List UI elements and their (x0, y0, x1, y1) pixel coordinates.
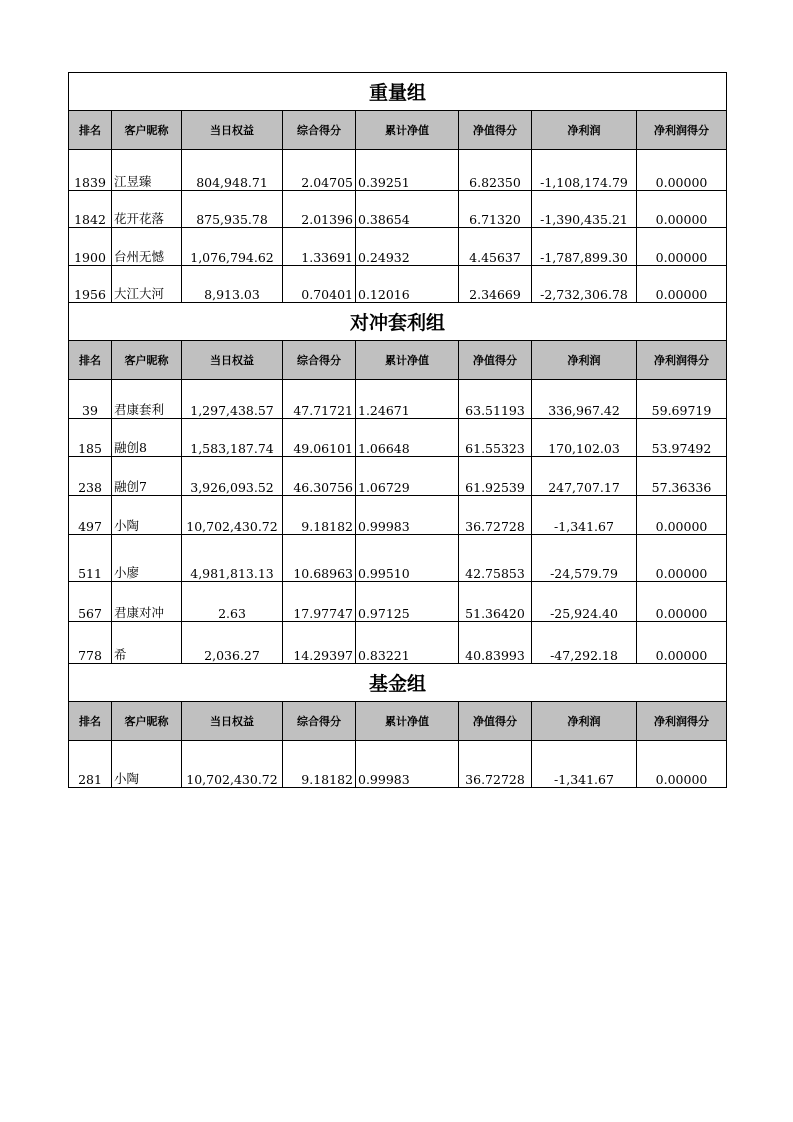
cell-cumulative-nav: 1.24671 (356, 380, 459, 419)
cell-nav-score: 6.71320 (459, 191, 532, 228)
cell-cumulative-nav: 0.24932 (356, 228, 459, 266)
cell-net-profit-score: 0.00000 (637, 582, 727, 622)
cell-composite-score: 9.18182 (283, 741, 356, 788)
cell-net-profit: -24,579.79 (532, 535, 637, 582)
cell-net-profit: 247,707.17 (532, 457, 637, 496)
cell-net-profit-score: 0.00000 (637, 496, 727, 535)
cell-net-profit: -2,732,306.78 (532, 266, 637, 303)
column-header-nickname: 客户昵称 (112, 702, 182, 741)
cell-equity: 4,981,813.13 (182, 535, 283, 582)
cell-net-profit-score: 0.00000 (637, 741, 727, 788)
cell-net-profit-score: 0.00000 (637, 150, 727, 191)
cell-nickname: 融创7 (112, 457, 182, 496)
cell-rank: 39 (69, 380, 112, 419)
table-row (69, 191, 727, 228)
section-title: 对冲套利组 (69, 303, 727, 341)
cell-nav-score: 36.72728 (459, 741, 532, 788)
column-header-composite-score: 综合得分 (283, 111, 356, 150)
cell-nickname: 融创8 (112, 419, 182, 457)
cell-nickname: 台州无憾 (112, 228, 182, 266)
cell-nav-score: 61.55323 (459, 419, 532, 457)
cell-composite-score: 1.33691 (283, 228, 356, 266)
column-header-rank: 排名 (69, 702, 112, 741)
cell-net-profit-score: 0.00000 (637, 622, 727, 664)
cell-nickname: 君康对冲 (112, 582, 182, 622)
section-title-row (69, 73, 727, 111)
table-row (69, 419, 727, 457)
cell-net-profit: -1,390,435.21 (532, 191, 637, 228)
cell-nickname: 花开花落 (112, 191, 182, 228)
cell-rank: 567 (69, 582, 112, 622)
cell-nickname: 小陶 (112, 741, 182, 788)
column-header-nickname: 客户昵称 (112, 111, 182, 150)
cell-nickname: 江昱臻 (112, 150, 182, 191)
table-row (69, 582, 727, 622)
table-row (69, 622, 727, 664)
cell-cumulative-nav: 0.83221 (356, 622, 459, 664)
cell-nav-score: 42.75853 (459, 535, 532, 582)
cell-equity: 2,036.27 (182, 622, 283, 664)
column-header-net-profit-score: 净利润得分 (637, 341, 727, 380)
column-header-equity: 当日权益 (182, 111, 283, 150)
column-header-net-profit-score: 净利润得分 (637, 702, 727, 741)
column-header-net-profit-score: 净利润得分 (637, 111, 727, 150)
cell-net-profit: -1,341.67 (532, 496, 637, 535)
cell-cumulative-nav: 1.06648 (356, 419, 459, 457)
cell-net-profit: -1,341.67 (532, 741, 637, 788)
ranking-table (68, 72, 727, 788)
cell-rank: 1900 (69, 228, 112, 266)
cell-composite-score: 47.71721 (283, 380, 356, 419)
column-header-nav-score: 净值得分 (459, 111, 532, 150)
cell-nav-score: 2.34669 (459, 266, 532, 303)
cell-composite-score: 14.29397 (283, 622, 356, 664)
cell-composite-score: 9.18182 (283, 496, 356, 535)
section-title: 基金组 (69, 664, 727, 702)
cell-nav-score: 61.92539 (459, 457, 532, 496)
cell-cumulative-nav: 0.99983 (356, 741, 459, 788)
cell-nav-score: 40.83993 (459, 622, 532, 664)
table-row (69, 266, 727, 303)
cell-net-profit: -1,108,174.79 (532, 150, 637, 191)
column-header-nickname: 客户昵称 (112, 341, 182, 380)
column-header-net-profit: 净利润 (532, 111, 637, 150)
table-row (69, 228, 727, 266)
table-row (69, 150, 727, 191)
cell-net-profit: 336,967.42 (532, 380, 637, 419)
cell-nav-score: 6.82350 (459, 150, 532, 191)
table-row (69, 535, 727, 582)
section-title-row (69, 664, 727, 702)
cell-composite-score: 49.06101 (283, 419, 356, 457)
table-row (69, 380, 727, 419)
column-header-rank: 排名 (69, 341, 112, 380)
column-header-nav-score: 净值得分 (459, 702, 532, 741)
column-header-net-profit: 净利润 (532, 702, 637, 741)
column-header-rank: 排名 (69, 111, 112, 150)
cell-nickname: 小廖 (112, 535, 182, 582)
cell-composite-score: 10.68963 (283, 535, 356, 582)
cell-equity: 3,926,093.52 (182, 457, 283, 496)
cell-equity: 875,935.78 (182, 191, 283, 228)
cell-rank: 778 (69, 622, 112, 664)
table-row (69, 457, 727, 496)
column-header-equity: 当日权益 (182, 702, 283, 741)
column-header-composite-score: 综合得分 (283, 341, 356, 380)
cell-net-profit-score: 0.00000 (637, 191, 727, 228)
cell-rank: 238 (69, 457, 112, 496)
cell-nav-score: 36.72728 (459, 496, 532, 535)
cell-net-profit: -47,292.18 (532, 622, 637, 664)
cell-nav-score: 4.45637 (459, 228, 532, 266)
cell-net-profit-score: 0.00000 (637, 266, 727, 303)
cell-cumulative-nav: 0.39251 (356, 150, 459, 191)
cell-equity: 1,297,438.57 (182, 380, 283, 419)
cell-cumulative-nav: 1.06729 (356, 457, 459, 496)
cell-net-profit-score: 53.97492 (637, 419, 727, 457)
section-title: 重量组 (69, 73, 727, 111)
column-header-row (69, 111, 727, 150)
column-header-cumulative-nav: 累计净值 (356, 341, 459, 380)
column-header-composite-score: 综合得分 (283, 702, 356, 741)
cell-nickname: 小陶 (112, 496, 182, 535)
cell-composite-score: 46.30756 (283, 457, 356, 496)
cell-net-profit-score: 57.36336 (637, 457, 727, 496)
cell-cumulative-nav: 0.38654 (356, 191, 459, 228)
cell-net-profit: -1,787,899.30 (532, 228, 637, 266)
column-header-nav-score: 净值得分 (459, 341, 532, 380)
cell-nickname: 君康套利 (112, 380, 182, 419)
cell-equity: 8,913.03 (182, 266, 283, 303)
cell-equity: 804,948.71 (182, 150, 283, 191)
cell-rank: 497 (69, 496, 112, 535)
column-header-row (69, 702, 727, 741)
cell-equity: 1,076,794.62 (182, 228, 283, 266)
column-header-equity: 当日权益 (182, 341, 283, 380)
cell-cumulative-nav: 0.97125 (356, 582, 459, 622)
cell-net-profit-score: 0.00000 (637, 228, 727, 266)
cell-net-profit: -25,924.40 (532, 582, 637, 622)
cell-cumulative-nav: 0.99510 (356, 535, 459, 582)
cell-composite-score: 2.04705 (283, 150, 356, 191)
cell-nav-score: 63.51193 (459, 380, 532, 419)
column-header-cumulative-nav: 累计净值 (356, 702, 459, 741)
section-title-row (69, 303, 727, 341)
cell-rank: 281 (69, 741, 112, 788)
table-row (69, 496, 727, 535)
column-header-cumulative-nav: 累计净值 (356, 111, 459, 150)
column-header-row (69, 341, 727, 380)
table-row (69, 741, 727, 788)
column-header-net-profit: 净利润 (532, 341, 637, 380)
cell-nickname: 大江大河 (112, 266, 182, 303)
cell-nav-score: 51.36420 (459, 582, 532, 622)
cell-rank: 511 (69, 535, 112, 582)
cell-net-profit-score: 59.69719 (637, 380, 727, 419)
cell-rank: 185 (69, 419, 112, 457)
cell-nickname: 希 (112, 622, 182, 664)
cell-rank: 1839 (69, 150, 112, 191)
cell-rank: 1842 (69, 191, 112, 228)
cell-cumulative-nav: 0.99983 (356, 496, 459, 535)
cell-composite-score: 17.97747 (283, 582, 356, 622)
cell-rank: 1956 (69, 266, 112, 303)
cell-equity: 10,702,430.72 (182, 496, 283, 535)
cell-net-profit: 170,102.03 (532, 419, 637, 457)
cell-equity: 1,583,187.74 (182, 419, 283, 457)
cell-equity: 10,702,430.72 (182, 741, 283, 788)
cell-equity: 2.63 (182, 582, 283, 622)
cell-net-profit-score: 0.00000 (637, 535, 727, 582)
cell-cumulative-nav: 0.12016 (356, 266, 459, 303)
cell-composite-score: 0.70401 (283, 266, 356, 303)
cell-composite-score: 2.01396 (283, 191, 356, 228)
